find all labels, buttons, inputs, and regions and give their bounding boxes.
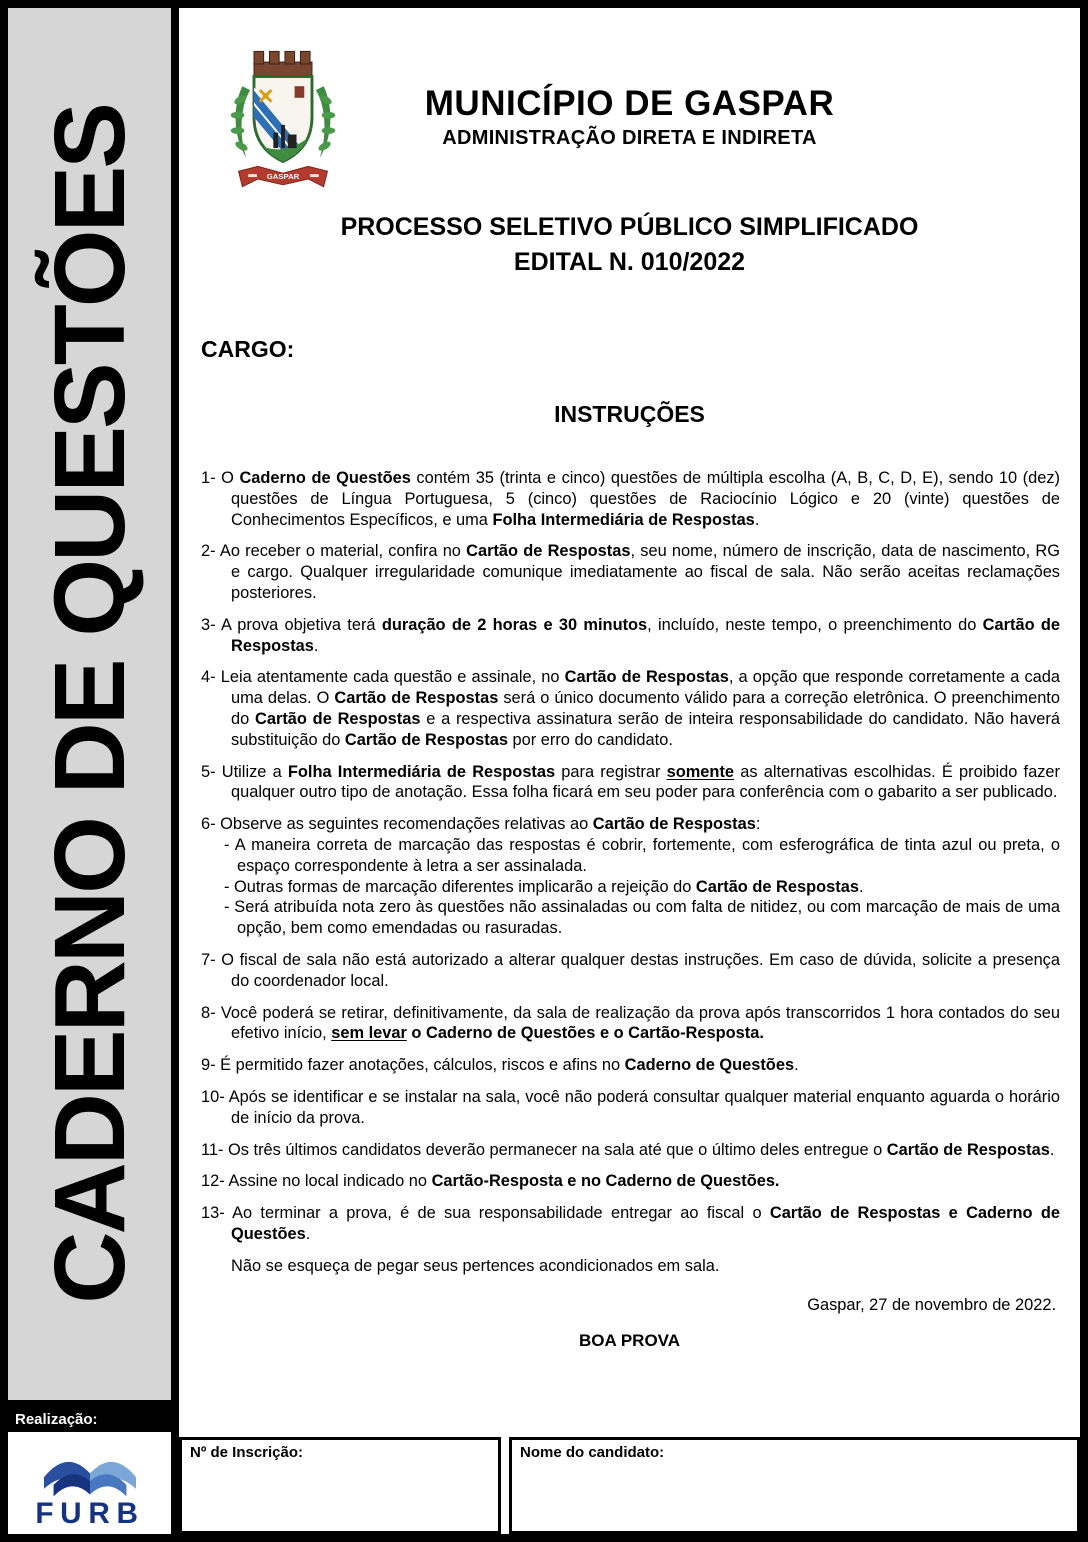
instruction-sub-text: - A maneira correta de marcação das respostas é cobrir, fortemente, com esferográfica de tinta azul ou preta, o espaço correspondente à letra a ser assinalada. [224,835,1060,875]
instruction-item-5 [201,762,1060,804]
instruction-emphasis: Folha Intermediária de Respostas [492,510,755,529]
instructions-list [199,468,1060,1245]
instruction-text: A prova objetiva terá [220,615,382,634]
instruction-item-1 [201,468,1060,530]
instruction-text: Ao terminar a prova, é de sua responsabilidade entregar ao fiscal o [232,1204,770,1223]
instruction-sub-emphasis: Cartão de Respostas [695,877,859,896]
instruction-text: para registrar [555,762,667,781]
instruction-emphasis: Caderno de Questões [239,469,411,487]
instruction-sub-text: - Será atribuída nota zero às questões não assinaladas ou com falta de nitidez, ou com marcação de mais de uma opção, bem como emendadas ou rasuradas. [224,898,1060,938]
instruction-emphasis: Cartão de Respostas [344,730,508,749]
realizacao-box [8,1408,171,1534]
instruction-text: , seu nome, número de inscrição, data de nascimento, RG e cargo. Qualquer irregularidade comunique imediatamente ao fiscal de sala. Não serão aceitas reclamações posteriores. [231,542,1060,602]
inscription-number-label: Nº de Inscrição: [190,1444,304,1461]
instruction-emphasis: duração de 2 horas e 30 minutos [381,615,648,634]
document-body [179,8,1080,1534]
instruction-emphasis: Cartão de Respostas [231,615,1060,655]
candidate-name-box [509,1437,1080,1534]
sidebar [8,8,171,1400]
instruction-paragraph [201,1087,1060,1129]
process-title [199,210,1060,280]
instruction-emphasis: Caderno de Questões [624,1056,795,1075]
instruction-paragraph [201,1055,1060,1076]
instruction-text: Você poderá se retirar, definitivamente, da sala de realização da prova após transcorridos 1 hora contados do seu efetivo início, [220,1003,1060,1043]
instruction-item-7 [201,950,1060,992]
instruction-text: Assine no local indicado no [228,1172,432,1191]
furb-open-book-icon [20,1437,160,1529]
instruction-paragraph [201,667,1060,750]
instruction-number: 2- [201,542,216,561]
instruction-item-8 [201,1003,1060,1045]
instruction-number: 1- [201,469,216,487]
instruction-number: 13- [201,1204,225,1223]
instruction-emphasis: Cartão de Respostas [334,689,499,708]
instruction-number: 10- [201,1087,225,1106]
instruction-text: Ao receber o material, confira no [219,542,467,561]
instruction-number: 8- [201,1003,216,1022]
instruction-item-2 [201,541,1060,603]
instruction-item-4 [201,667,1060,750]
mural-crown [254,51,312,75]
instruction-number: 11- [201,1140,224,1159]
furb-logo [8,1432,171,1534]
cargo-label: CARGO: [201,336,295,362]
instruction-item-10 [201,1087,1060,1129]
instruction-item-12 [201,1171,1060,1192]
instruction-text: É permitido fazer anotações, cálculos, riscos e afins no [220,1056,625,1075]
realizacao-label: Realização: [8,1408,171,1432]
instruction-emphasis: sem levar [331,1024,407,1043]
administration-subtitle: ADMINISTRAÇÃO DIRETA E INDIRETA [442,127,817,149]
instruction-emphasis: Cartão-Resposta e no Caderno de Questões. [431,1172,780,1191]
instruction-text: . [305,1224,311,1243]
gaspar-coat-of-arms-icon [225,46,341,196]
instruction-item-11 [201,1140,1060,1161]
instruction-number: 5- [201,762,216,781]
instruction-emphasis: Cartão de Respostas [886,1140,1050,1159]
instruction-item-6 [201,814,1060,939]
instruction-text: será o único documento válido para a correção eletrônica. O preenchimento do [231,689,1060,728]
instruction-text: Após se identificar e se instalar na sala, você não poderá consultar qualquer material enquanto aguarda o horário de início da prova. [228,1087,1060,1127]
instruction-paragraph [201,950,1060,992]
instruction-item-3 [201,615,1060,657]
instruction-emphasis: Folha Intermediária de Respostas [287,762,556,781]
instruction-emphasis: o Caderno de Questões e o Cartão-Resposta [406,1024,760,1043]
instruction-subitem [201,877,1060,898]
instruction-item-9 [201,1055,1060,1076]
instruction-emphasis: . [759,1024,764,1043]
date-line: Gaspar, 27 de novembro de 2022. [807,1295,1056,1314]
instruction-number: 6- [201,815,216,834]
instruction-text: Observe as seguintes recomendações relativas ao [220,815,593,834]
inscription-number-box [179,1437,501,1534]
instruction-emphasis: Cartão de Respostas [255,709,421,728]
process-title-line2: EDITAL N. 010/2022 [513,248,746,276]
instruction-number: 3- [201,615,216,634]
instruction-paragraph [201,1140,1060,1161]
instruction-text: O fiscal de sala não está autorizado a alterar qualquer destas instruções. Em caso de dúvida, solicite a presença do coordenador local. [221,950,1060,990]
instruction-paragraph [201,541,1060,603]
instruction-text: Utilize a [221,762,288,781]
instruction-text: por erro do candidato. [507,730,673,749]
instruction-text: as alternativas escolhidas. É proibido fazer qualquer outro tipo de anotação. Essa folha ficará em seu poder para conferência com o gabarito a ser publicado. [231,762,1060,802]
instruction-text: . [754,510,760,529]
crest-ribbon-text: GASPAR [266,172,300,181]
instruction-text: : [755,815,761,834]
instruction-item-13 [201,1203,1060,1245]
instruction-text: . [313,636,319,655]
instruction-paragraph [201,468,1060,530]
instruction-paragraph [201,1003,1060,1045]
instruction-emphasis: Cartão de Respostas [592,815,756,834]
instruction-text: Os três últimos candidatos deverão permanecer na sala até que o último deles entregue o [228,1140,887,1159]
instruction-paragraph [201,762,1060,804]
booklet-vertical-title: CADERNO DE QUESTÕES [33,104,146,1304]
instruction-text: . [1049,1140,1055,1159]
instruction-text: O [221,469,240,487]
instruction-sub-text: . [858,877,864,896]
candidate-name-label: Nome do candidato: [520,1444,665,1461]
instruction-paragraph [201,615,1060,657]
instruction-number: 12- [201,1172,225,1191]
municipality-title: MUNICÍPIO DE GASPAR [424,84,835,123]
instruction-text: e a respectiva assinatura serão de inteira responsabilidade do candidato. Não haverá substituição do [231,709,1060,749]
process-title-line1: PROCESSO SELETIVO PÚBLICO SIMPLIFICADO [340,213,919,241]
instruction-subitem [201,835,1060,877]
instruction-emphasis: Cartão de Respostas [466,542,631,561]
instruction-emphasis: Cartão de Respostas e Caderno de Questões [231,1204,1060,1243]
instruction-text: contém 35 (trinta e cinco) questões de múltipla escolha (A, B, C, D, E), sendo 10 (dez) questões de Língua Portuguesa, 5 (cinco) questões de Raciocínio Lógico e 20 (vinte) questões de Conhecimentos Específicos, e uma [231,469,1061,529]
instruction-text: , incluído, neste tempo, o preenchimento do [647,615,983,634]
instruction-text: , a opção que responde corretamente a cada uma delas. O [231,668,1060,708]
instruction-text: Leia atentamente cada questão e assinale, no [220,668,565,687]
good-luck-message: BOA PROVA [578,1330,681,1350]
instruction-number: 9- [201,1056,216,1075]
belongings-note: Não se esqueça de pegar seus pertences acondicionados em sala. [231,1256,720,1275]
instruction-number: 7- [201,950,216,969]
instruction-subitem [201,897,1060,939]
instruction-paragraph [201,1203,1060,1245]
furb-logo-text: FURB [34,1497,145,1529]
instruction-emphasis: somente [666,762,735,781]
instruction-paragraph [201,1171,1060,1192]
instruction-paragraph [201,814,1060,835]
instruction-emphasis: Cartão de Respostas [564,668,729,687]
instructions-heading: INSTRUÇÕES [554,401,705,427]
instruction-text: . [794,1056,799,1075]
instruction-sub-text: - Outras formas de marcação diferentes implicarão a rejeição do [224,877,696,896]
identification-row [179,1430,1080,1534]
instruction-number: 4- [201,668,216,687]
